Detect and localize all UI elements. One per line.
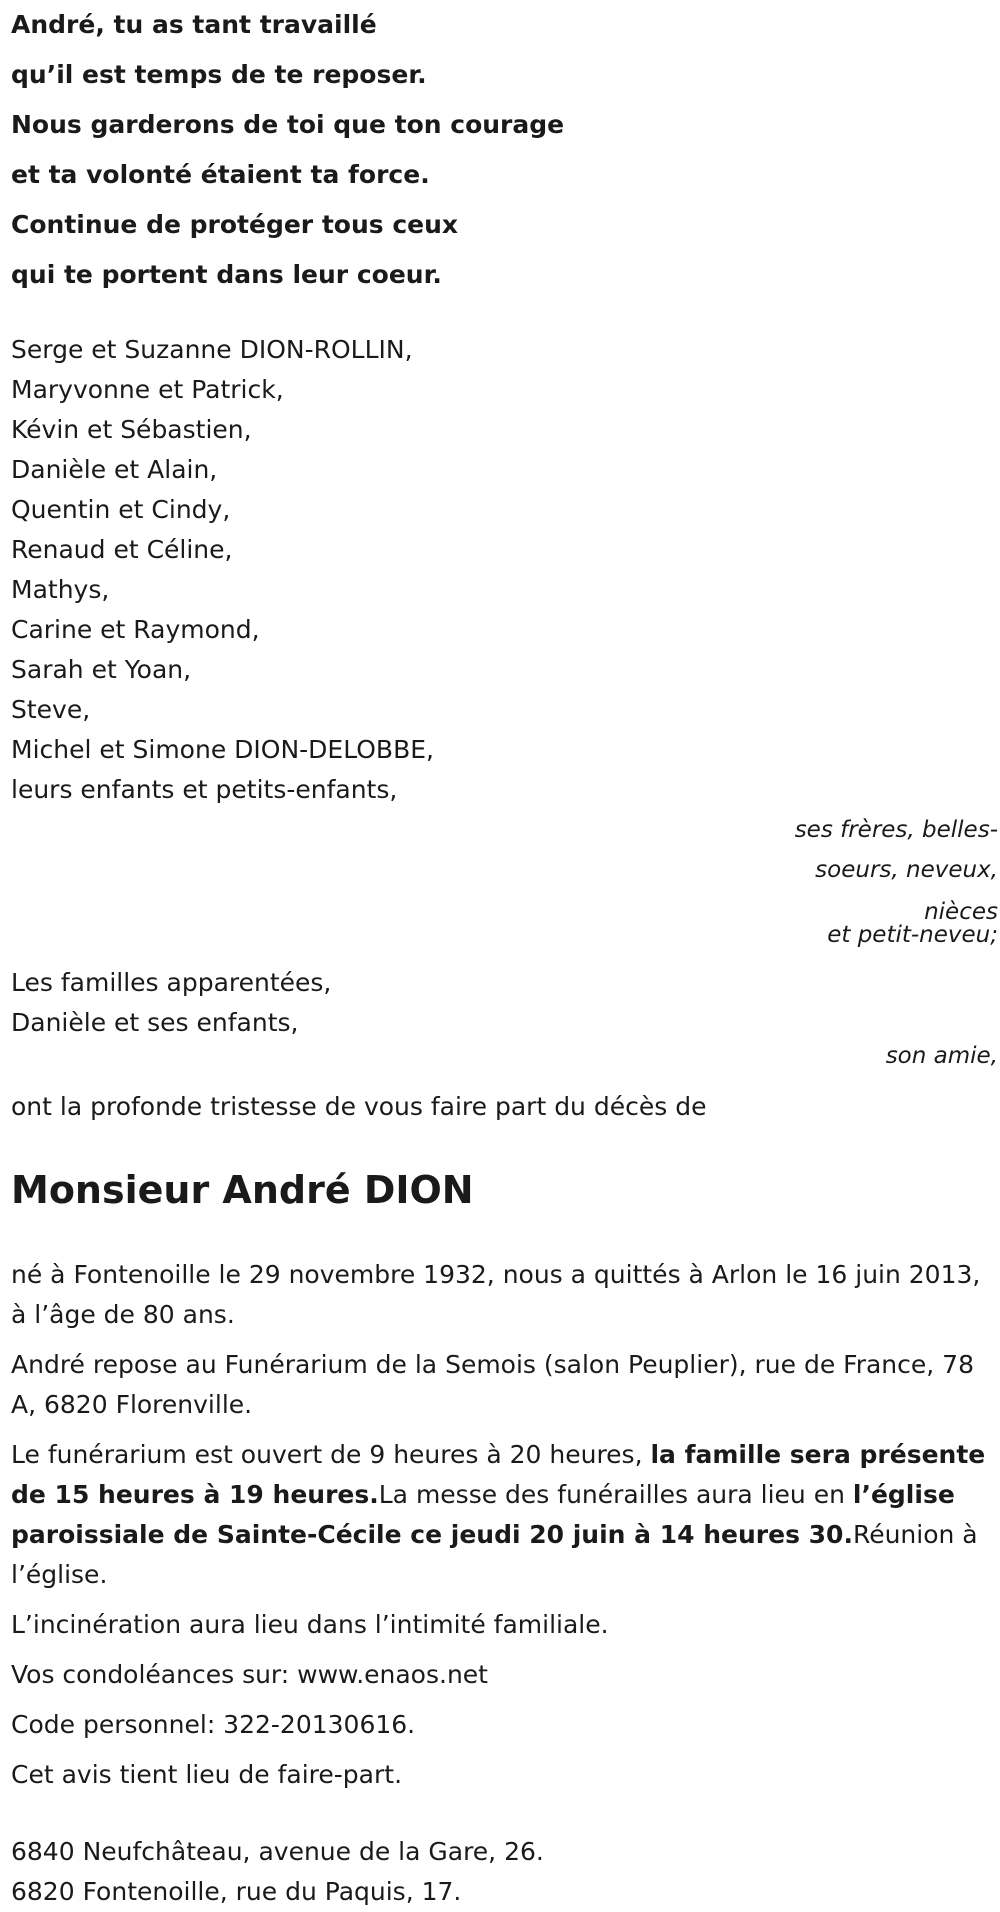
deceased-name: Monsieur André DION: [11, 1168, 474, 1212]
hours-text: Le funérarium est ouvert de 9 heures à 20 heures,: [11, 1440, 651, 1469]
family-member: Serge et Suzanne DION-ROLLIN,: [11, 335, 413, 364]
family-member: Danièle et ses enfants,: [11, 1008, 299, 1037]
poem-line: André, tu as tant travaillé: [11, 10, 377, 39]
condolences-info: Vos condoléances sur: www.enaos.net: [11, 1660, 488, 1689]
family-member: Carine et Raymond,: [11, 615, 260, 644]
poem-line: Nous garderons de toi que ton courage: [11, 110, 565, 139]
resting-place-info: André repose au Funérarium de la Semois (salon Peuplier), rue de France, 78 A, 6820 Florenville.: [11, 1350, 974, 1419]
family-member: leurs enfants et petits-enfants,: [11, 775, 398, 804]
personal-code: Code personnel: 322-20130616.: [11, 1710, 416, 1739]
poem-line: qu’il est temps de te reposer.: [11, 60, 427, 89]
family-member: Kévin et Sébastien,: [11, 415, 252, 444]
family-member: Sarah et Yoan,: [11, 655, 192, 684]
other-family: [11, 963, 991, 1043]
relation-friend: son amie,: [885, 1043, 998, 1069]
family-list: [11, 330, 991, 810]
relation-line: nièces: [924, 899, 998, 925]
church-info-text: l’église paroissiale de Sainte-Cécile ce jeudi 20 juin à 14 heures 30.: [11, 1480, 955, 1549]
poem-line: Continue de protéger tous ceux: [11, 210, 459, 239]
poem-line: et ta volonté étaient ta force.: [11, 160, 430, 189]
family-member: Quentin et Cindy,: [11, 495, 231, 524]
cremation-info: L’incinération aura lieu dans l’intimité familiale.: [11, 1610, 609, 1639]
address-line: 6840 Neufchâteau, avenue de la Gare, 26.: [11, 1837, 544, 1866]
announcement-text: ont la profonde tristesse de vous faire part du décès de: [11, 1092, 707, 1121]
relation-line: ses frères, belles-: [794, 817, 998, 843]
addresses: [11, 1832, 991, 1912]
family-member: Steve,: [11, 695, 91, 724]
family-member: Maryvonne et Patrick,: [11, 375, 284, 404]
family-presence-text: la famille sera présente de 15 heures à 19 heures.: [11, 1440, 986, 1509]
reunion-text: Réunion à l’église.: [11, 1520, 978, 1589]
address-line: 6820 Fontenoille, rue du Paquis, 17.: [11, 1877, 462, 1906]
notice-text: Cet avis tient lieu de faire-part.: [11, 1760, 403, 1789]
birth-death-info: né à Fontenoille le 29 novembre 1932, nous a quittés à Arlon le 16 juin 2013, à l’âge de 80 ans.: [11, 1260, 981, 1329]
family-member: Renaud et Céline,: [11, 535, 233, 564]
funeral-details: [11, 1255, 991, 1795]
poem: [11, 0, 991, 300]
relation-siblings: [0, 810, 998, 947]
hours-info: [11, 1435, 991, 1595]
poem-line: qui te portent dans leur coeur.: [11, 260, 442, 289]
family-member: Mathys,: [11, 575, 110, 604]
family-member: Michel et Simone DION-DELOBBE,: [11, 735, 434, 764]
relation-line: et petit-neveu;: [827, 922, 998, 948]
mass-intro-text: La messe des funérailles aura lieu en: [378, 1480, 853, 1509]
family-member: Danièle et Alain,: [11, 455, 218, 484]
obituary-notice: [11, 0, 998, 1912]
family-member: Les familles apparentées,: [11, 968, 332, 997]
relation-line: soeurs, neveux,: [815, 857, 998, 883]
